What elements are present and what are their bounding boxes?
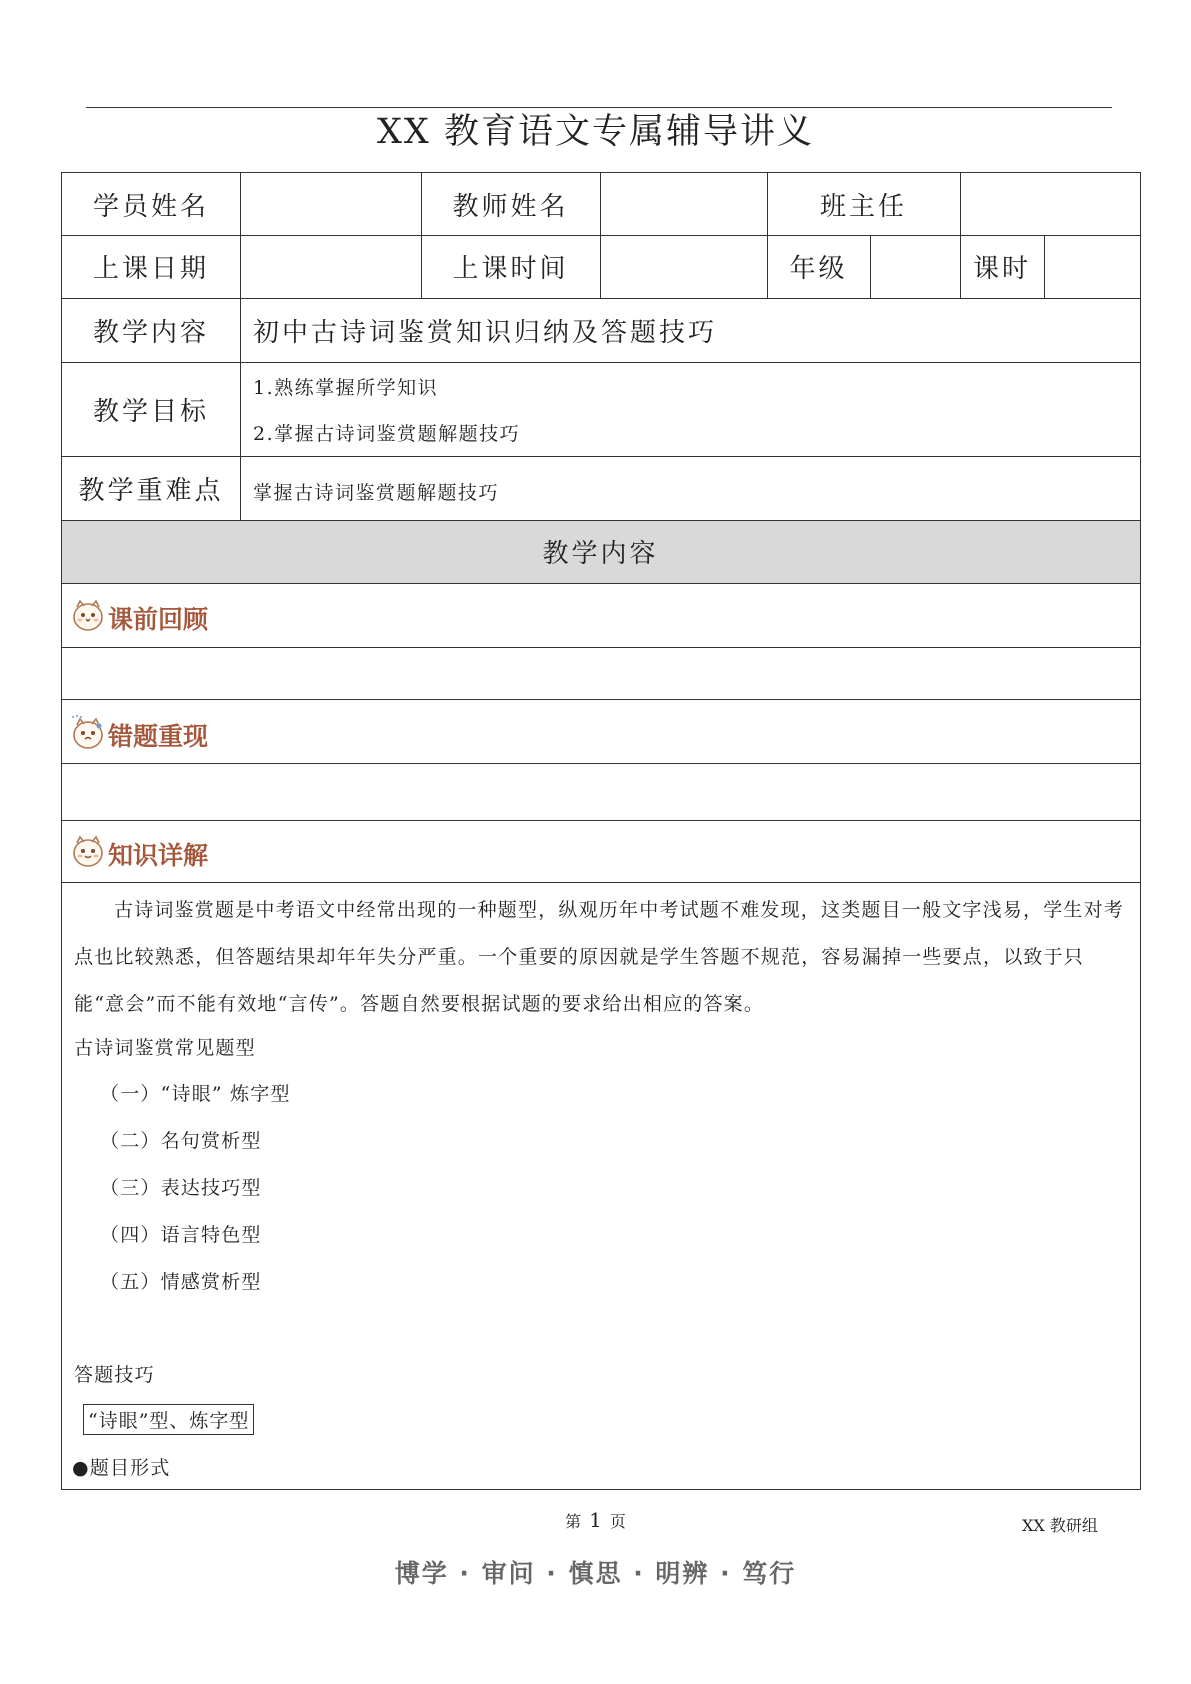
row-divider — [62, 647, 1140, 648]
key-difficulty-label: 教学重难点 — [78, 475, 224, 506]
section-title-knowledge: 知识详解 — [108, 841, 209, 870]
boxed-subheading: “诗眼”型、炼字型 — [83, 1404, 254, 1435]
content-label: 教学内容 — [92, 317, 209, 348]
row-divider — [62, 763, 1140, 764]
page-number-value: 1 — [589, 1508, 602, 1532]
question-types-heading: 古诗词鉴赏常见题型 — [74, 1037, 256, 1059]
head-teacher-value[interactable] — [961, 173, 1139, 235]
page-suffix: 页 — [609, 1512, 626, 1531]
key-difficulty-value: 掌握古诗词鉴赏题解题技巧 — [253, 481, 500, 504]
teacher-name-value[interactable] — [601, 173, 767, 235]
owl-mascot-icon — [70, 833, 106, 869]
document-title: XX 教育语文专属辅导讲义 — [377, 112, 814, 152]
answer-tips-heading: 答题技巧 — [74, 1364, 155, 1386]
goal-item: 2.掌握古诗词鉴赏题解题技巧 — [253, 422, 521, 445]
school-motto: 博学 · 审问 · 慎思 · 明辨 · 笃行 — [394, 1559, 797, 1588]
owl-mascot-icon — [70, 597, 106, 633]
question-type-item: （五）情感赏析型 — [100, 1271, 262, 1293]
hours-value[interactable] — [1045, 235, 1139, 298]
student-name-value[interactable] — [241, 173, 421, 235]
section-title-review: 课前回顾 — [108, 605, 209, 634]
row-divider — [62, 699, 1140, 700]
grade-label: 年级 — [789, 254, 848, 284]
teaching-content-header: 教学内容 — [542, 539, 659, 569]
goals-label: 教学目标 — [92, 396, 209, 427]
lesson-sheet — [61, 172, 1141, 1490]
question-type-item: （一）“诗眼” 炼字型 — [100, 1083, 291, 1105]
head-teacher-label: 班主任 — [819, 191, 907, 222]
research-group: XX 教研组 — [1022, 1516, 1098, 1535]
question-type-item: （二）名句赏析型 — [100, 1130, 262, 1152]
question-type-item: （三）表达技巧型 — [100, 1177, 262, 1199]
grade-value[interactable] — [871, 235, 960, 298]
class-date-label: 上课日期 — [92, 254, 209, 284]
class-time-label: 上课时间 — [452, 254, 569, 284]
knowledge-intro: 古诗词鉴赏题是中考语文中经常出现的一种题型，纵观历年中考试题不难发现，这类题目一般文字浅易，学生对考点也比较熟悉，但答题结果却年年失分严重。一个重要的原因就是学生答题不规范，容易漏掉一些要点，以致于只能“意会”而不能有效地“言传”。答题自然要根据试题的要求给出相应的答案。 — [74, 899, 1125, 1015]
question-type-item: （四）语言特色型 — [100, 1224, 262, 1246]
student-name-label: 学员姓名 — [92, 191, 209, 222]
bullet-question-form: ●题目形式 — [72, 1457, 171, 1479]
class-date-value[interactable] — [241, 235, 421, 298]
owl-mascot-icon — [70, 714, 106, 750]
section-title-mistakes: 错题重现 — [108, 722, 209, 751]
row-divider — [62, 882, 1140, 883]
goal-item: 1.熟练掌握所学知识 — [253, 376, 439, 399]
teacher-name-label: 教师姓名 — [452, 191, 569, 222]
hours-label: 课时 — [972, 254, 1031, 284]
class-time-value[interactable] — [601, 235, 767, 298]
page-number — [0, 1508, 1191, 1532]
row-divider — [62, 583, 1140, 584]
page-prefix: 第 — [565, 1512, 582, 1531]
row-divider — [62, 820, 1140, 821]
content-value: 初中古诗词鉴赏知识归纳及答题技巧 — [253, 317, 718, 348]
